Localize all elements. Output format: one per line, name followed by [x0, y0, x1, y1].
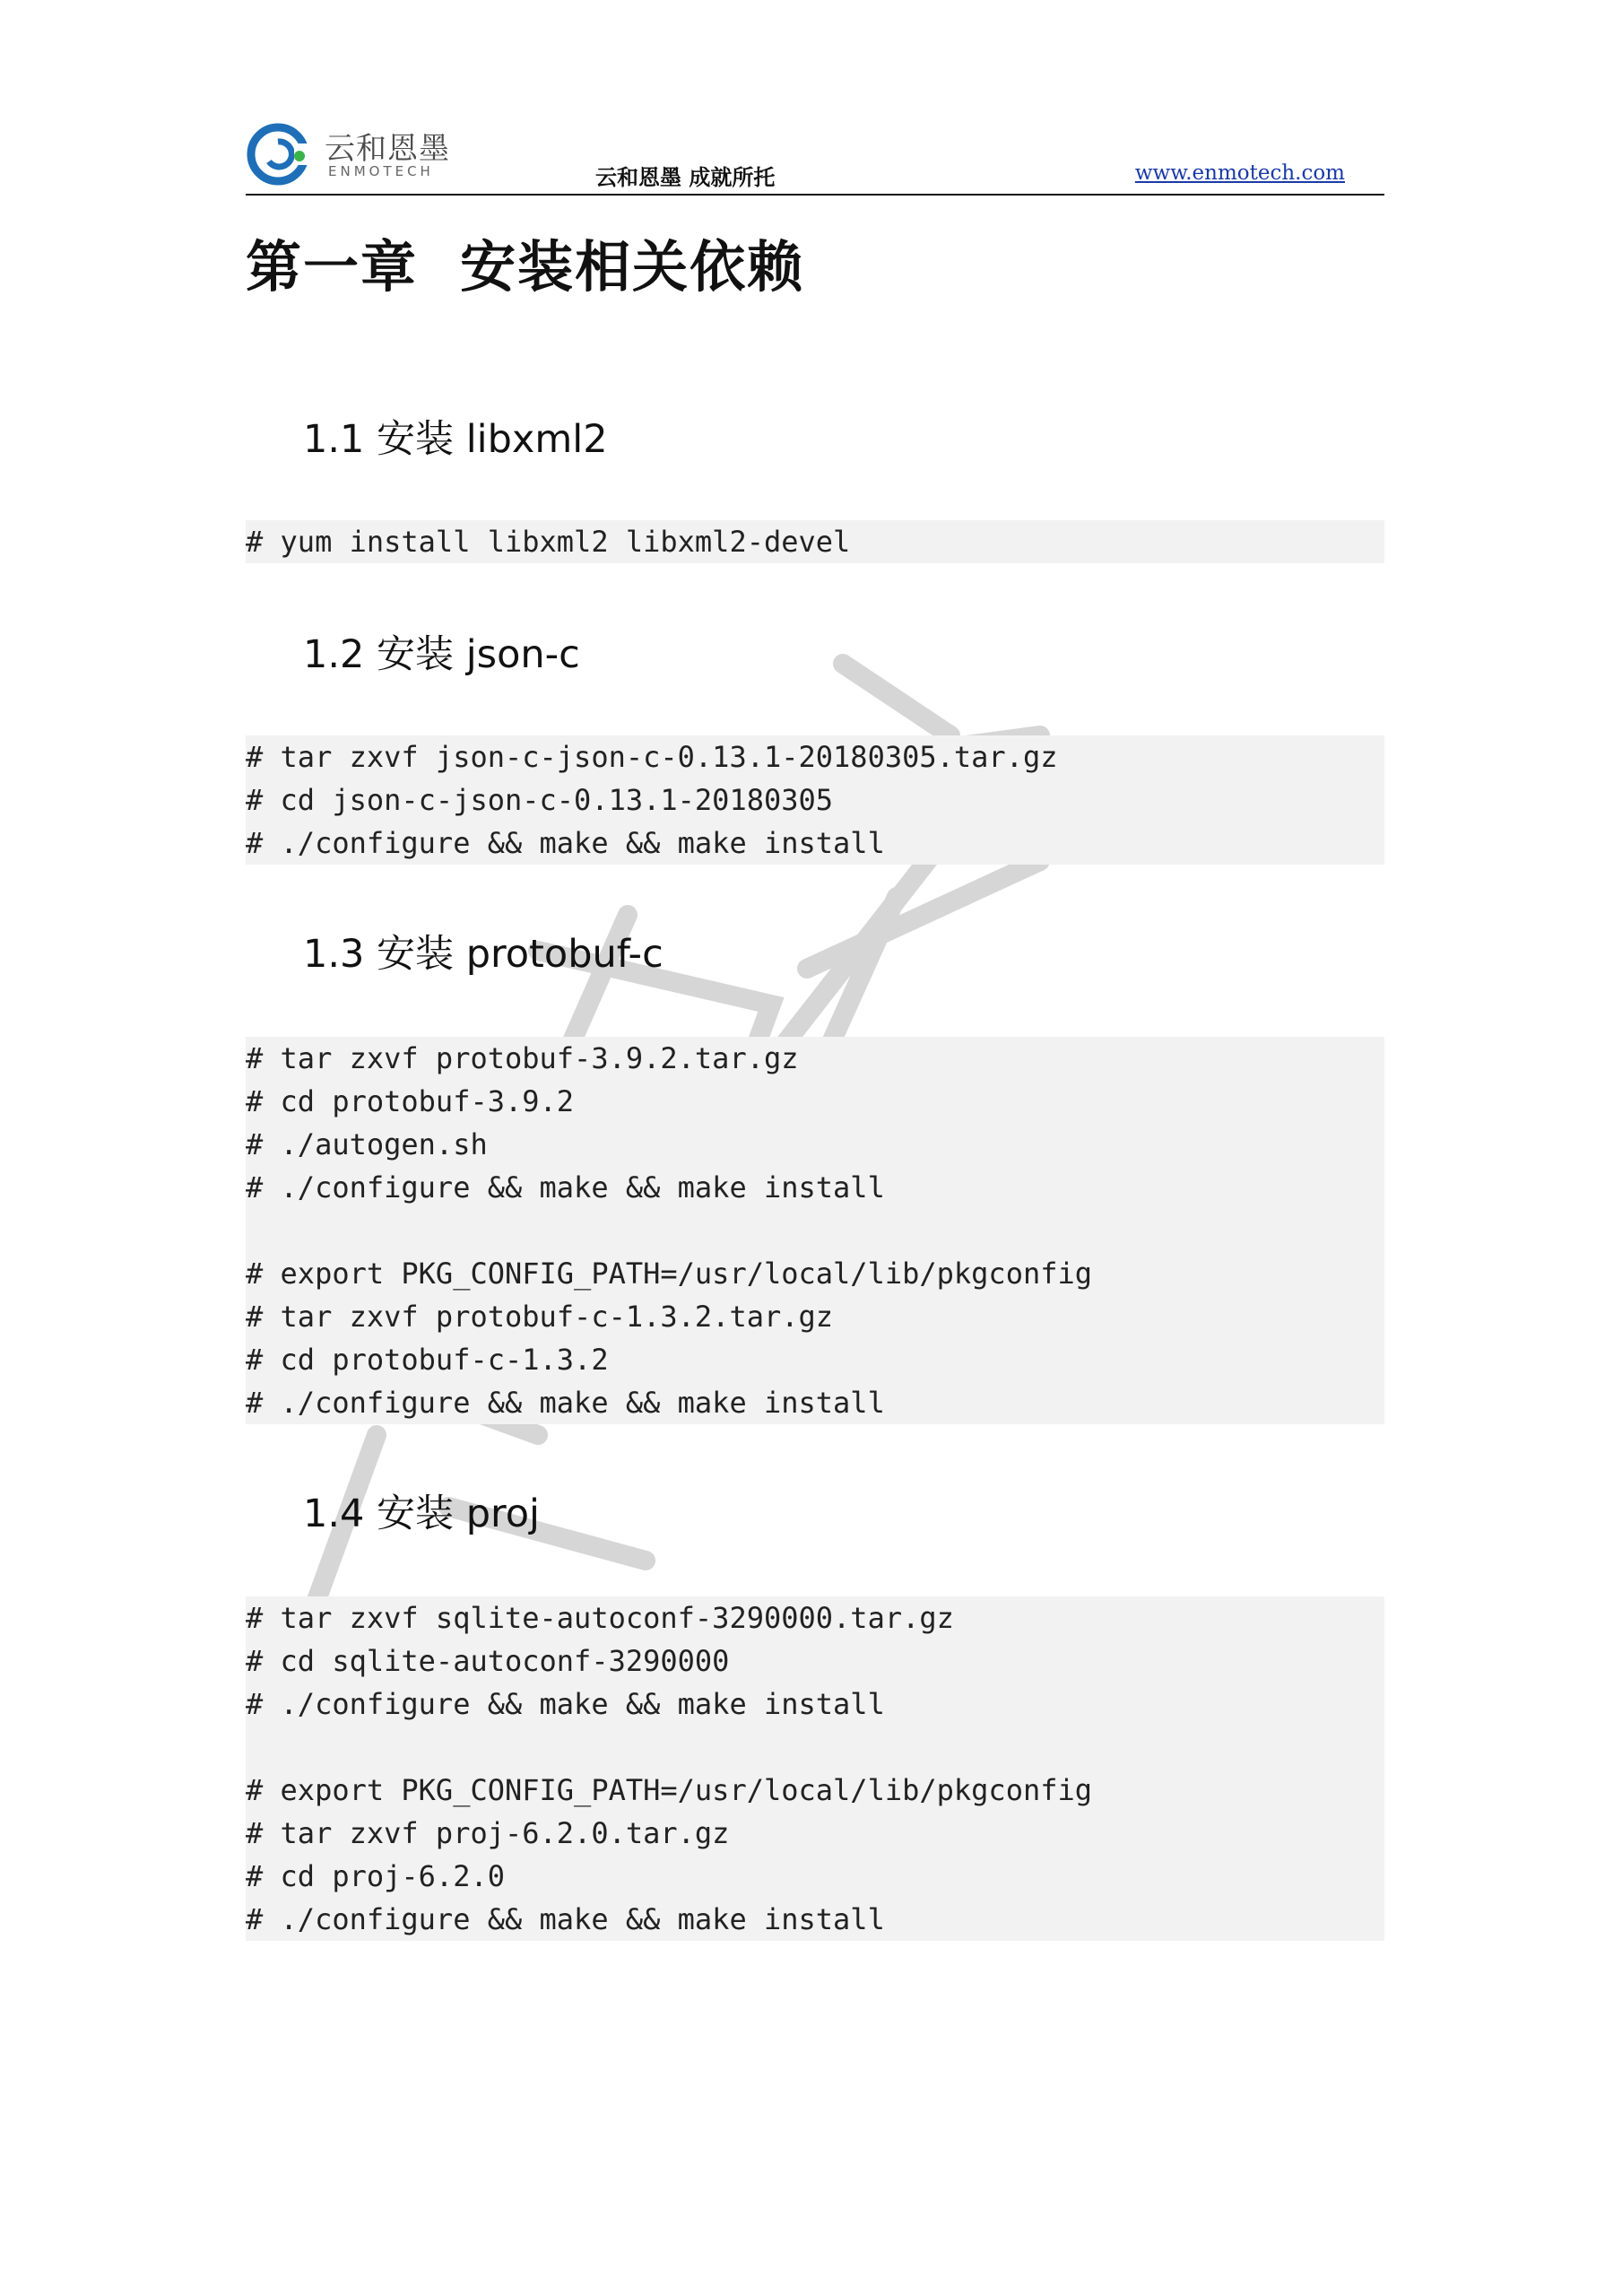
code-line: # ./autogen.sh	[246, 1127, 488, 1161]
code-line: # ./configure && make && make install	[246, 826, 885, 860]
code-line: # tar zxvf proj-6.2.0.tar.gz	[246, 1816, 730, 1850]
code-line: # ./configure && make && make install	[246, 1902, 885, 1936]
code-line: # cd protobuf-3.9.2	[246, 1084, 575, 1118]
section-title-proj: 1.4 安装 proj	[303, 1492, 541, 1536]
code-block-json-c	[246, 735, 1384, 865]
code-line: # cd protobuf-c-1.3.2	[246, 1343, 609, 1377]
website-link[interactable]: www.enmotech.com	[1134, 161, 1345, 185]
code-line: # cd proj-6.2.0	[246, 1859, 505, 1893]
section-title-protobuf-c: 1.3 安装 protobuf-c	[303, 932, 664, 977]
header-slogan: 云和恩墨 成就所托	[595, 165, 776, 190]
code-line: # tar zxvf protobuf-3.9.2.tar.gz	[246, 1041, 799, 1075]
code-line	[246, 1726, 1384, 1769]
section-title-libxml2: 1.1 安装 libxml2	[303, 417, 608, 462]
code-line: # cd sqlite-autoconf-3290000	[246, 1644, 730, 1678]
company-logo	[246, 120, 461, 188]
code-line: # tar zxvf protobuf-c-1.3.2.tar.gz	[246, 1300, 834, 1334]
code-line: # tar zxvf json-c-json-c-0.13.1-20180305.tar.gz	[246, 740, 1058, 774]
code-line	[246, 1209, 1384, 1252]
chapter-title: 第一章 安装相关依赖	[246, 234, 805, 300]
code-line: # tar zxvf sqlite-autoconf-3290000.tar.gz	[246, 1601, 954, 1635]
code-line: # ./configure && make && make install	[246, 1386, 885, 1420]
code-line: # export PKG_CONFIG_PATH=/usr/local/lib/pkgconfig	[246, 1257, 1093, 1291]
code-line: # cd json-c-json-c-0.13.1-20180305	[246, 783, 834, 817]
code-block-libxml2	[246, 520, 1384, 563]
logo-chinese-name: 云和恩墨	[325, 131, 450, 167]
enmotech-logo-icon	[246, 120, 314, 188]
code-line: # ./configure && make && make install	[246, 1687, 885, 1721]
code-line: # ./configure && make && make install	[246, 1170, 885, 1205]
code-block-proj	[246, 1596, 1384, 1941]
code-line: # yum install libxml2 libxml2-devel	[246, 525, 851, 559]
code-line: # export PKG_CONFIG_PATH=/usr/local/lib/pkgconfig	[246, 1773, 1093, 1807]
page-header	[246, 115, 1384, 196]
section-title-json-c: 1.2 安装 json-c	[303, 632, 580, 677]
code-block-protobuf-c	[246, 1037, 1384, 1424]
logo-english-name: ENMOTECH	[328, 163, 434, 179]
